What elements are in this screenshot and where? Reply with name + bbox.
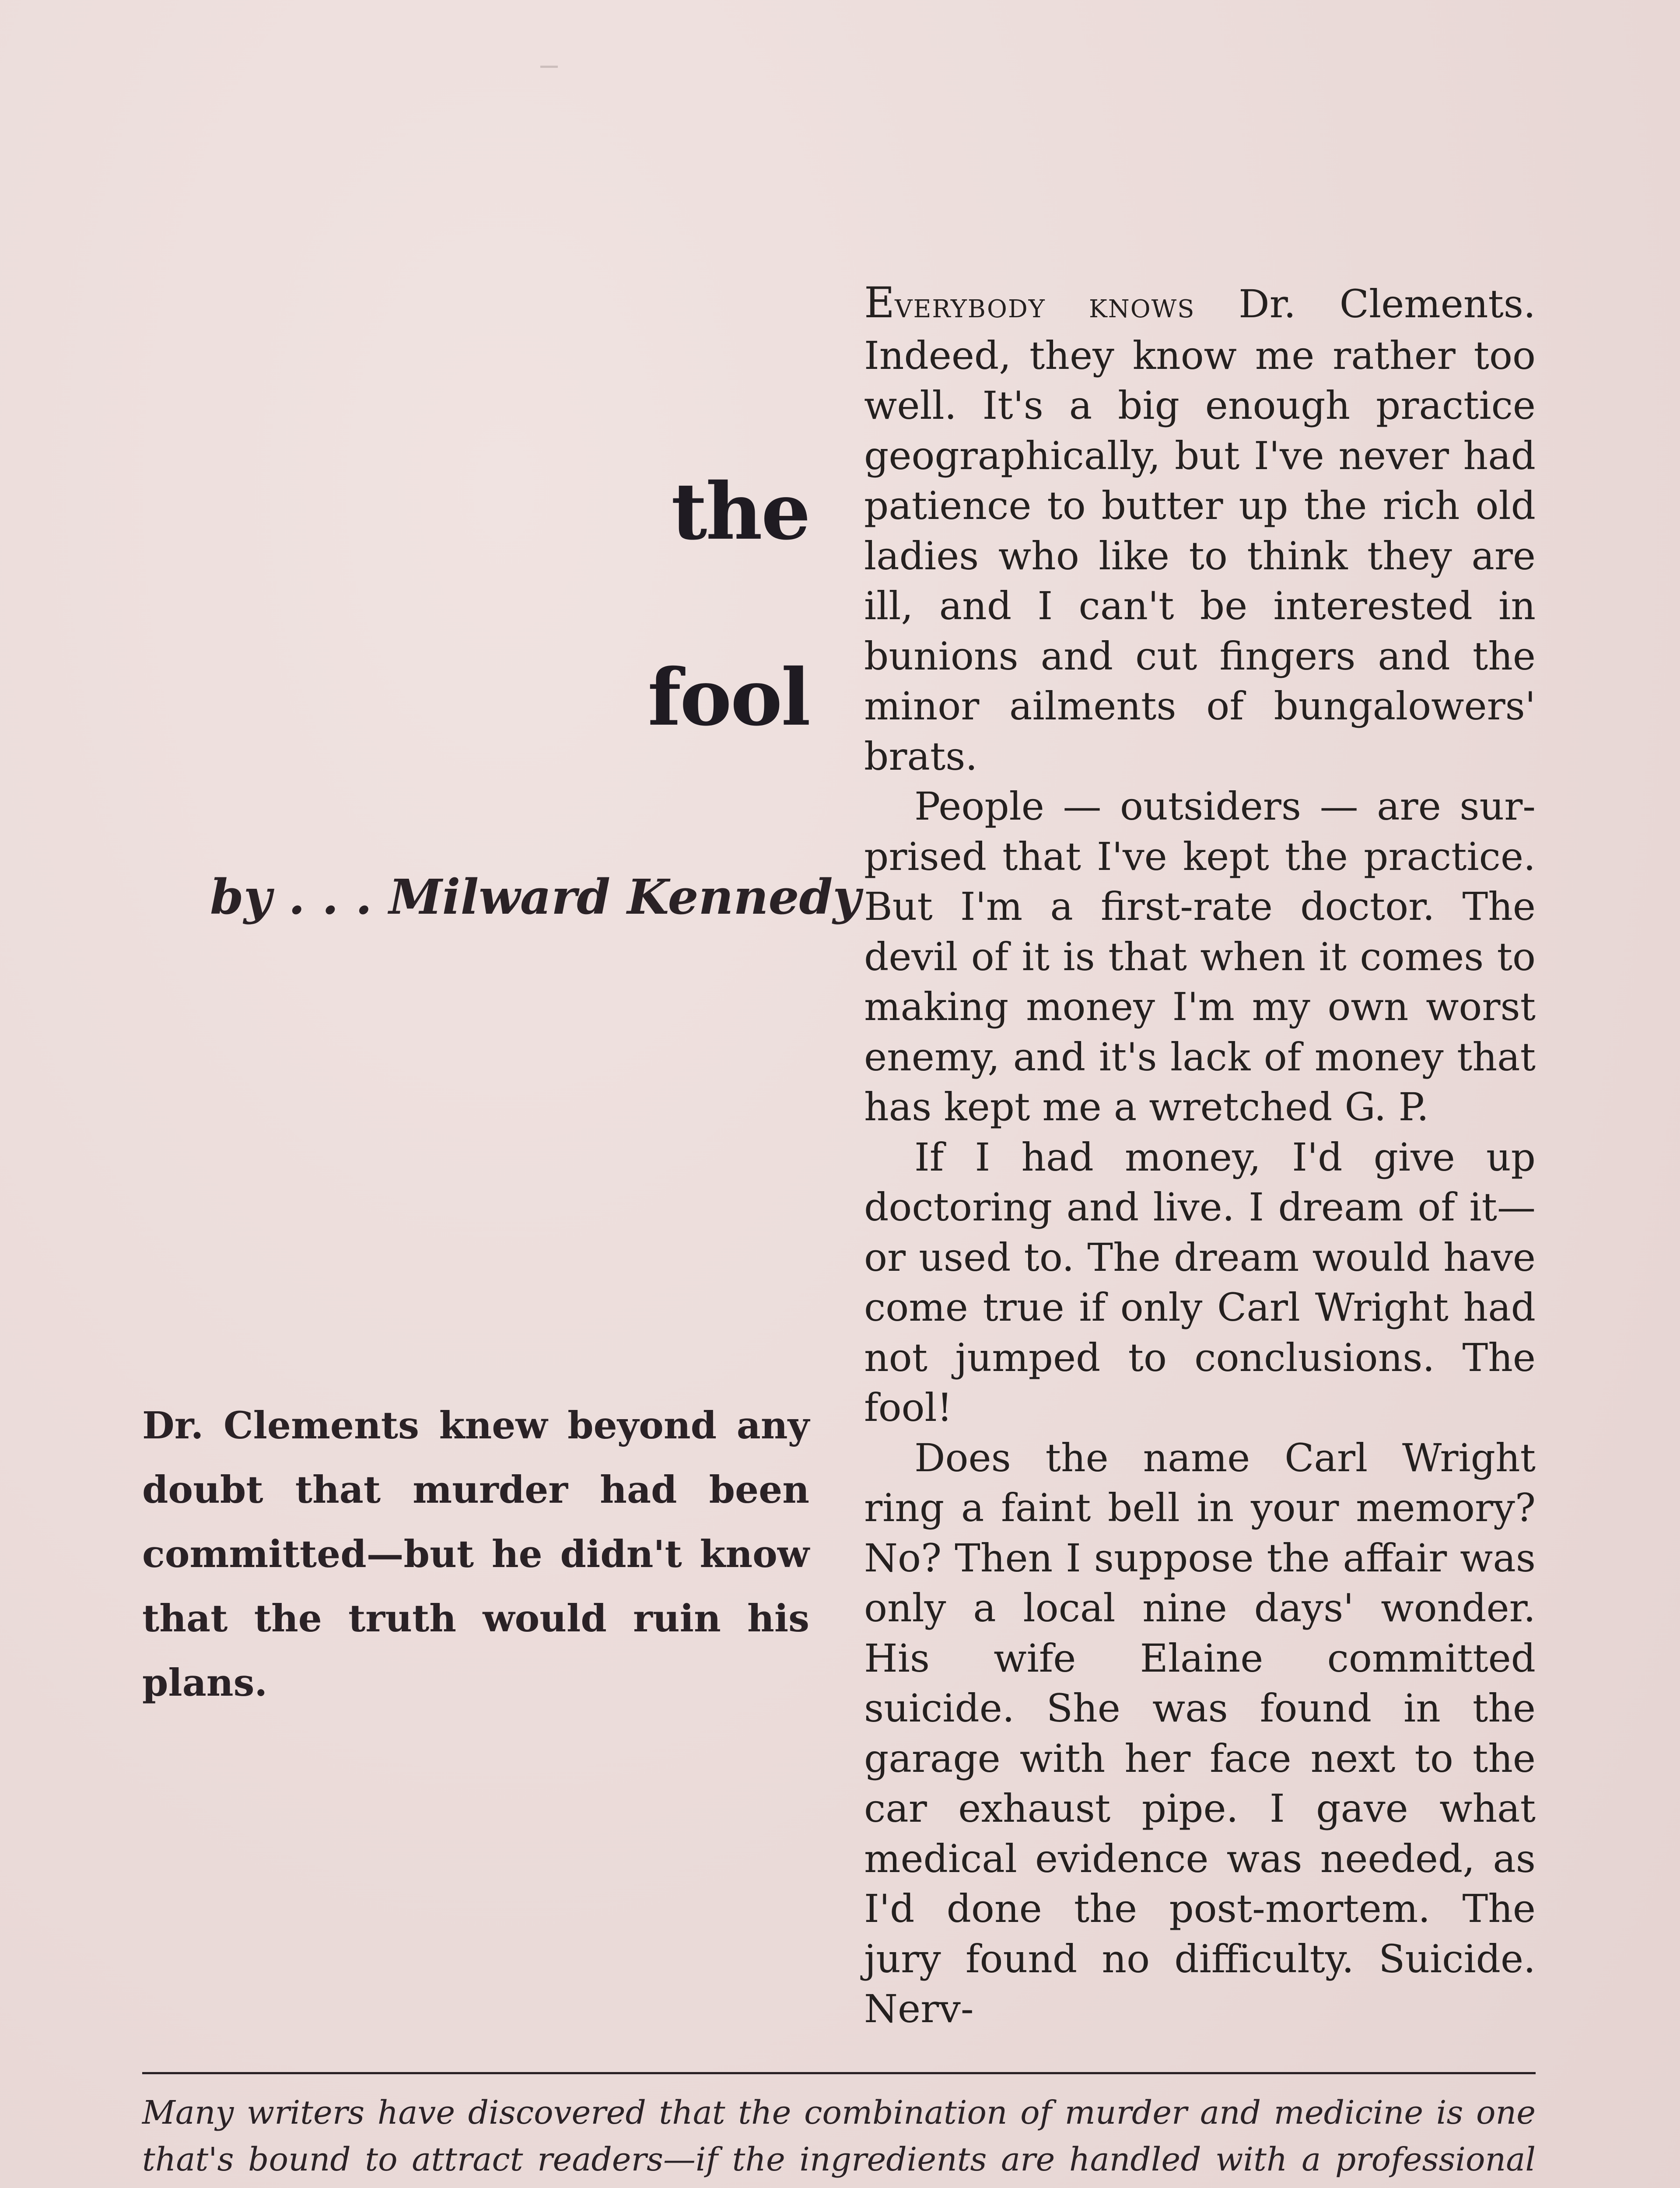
body-paragraph-1: [864, 278, 1536, 782]
story-body-column: [864, 278, 1536, 2034]
story-teaser: Dr. Clements knew beyond any doubt that murder had been committed—but he didn't know that the truth would ruin his plans.: [142, 1404, 809, 1705]
story-title-line-1: the: [671, 466, 809, 557]
lead-small-caps: verybody knows: [895, 285, 1195, 326]
body-paragraph-3: If I had money, I'd give up doctoring and live. I dream of it—or used to. The dream would have come true if only Carl Wright had not jumped to conclusions. The fool!: [864, 1134, 1536, 1430]
editor-note: Many writers have discovered that the combination of murder and medicine is one that's bound to attract readers—if the ingredients are handled with a professional: [142, 2094, 1536, 2178]
lead-capital: E: [864, 278, 895, 327]
body-paragraph-2: People — outsiders — are surprised that I've kept the practice. But I'm a first-rate doctor. The devil of it is that when it comes to making money I'm my own worst enemy, and it's lack of money that has kept me a wretched G. P.: [864, 784, 1536, 1129]
author-byline: by . . . Milward Kennedy: [210, 869, 861, 925]
body-paragraph-1-text: Dr. Clements. Indeed, they know me rather too well. It's a big enough practice geographically, but I've never had patience to butter up the rich old ladies who like to think they are ill, and I can't be interested in bunions and cut fingers and the minor ailments of bungalowers' brats.: [864, 281, 1536, 779]
note-divider-top: [142, 2072, 1536, 2074]
story-title-line-2: fool: [648, 652, 809, 743]
dust-mark: [540, 66, 558, 68]
body-paragraph-4: Does the name Carl Wright ring a faint bell in your memory? No? Then I suppose the affair was only a local nine days' wonder. His wife Elaine committed suicide. She was found in the garage with her face next to the car exhaust pipe. I gave what medical evidence was needed, as I'd done the post-mortem. The jury found no difficulty. Suicide. Nerv-: [864, 1435, 1536, 2031]
